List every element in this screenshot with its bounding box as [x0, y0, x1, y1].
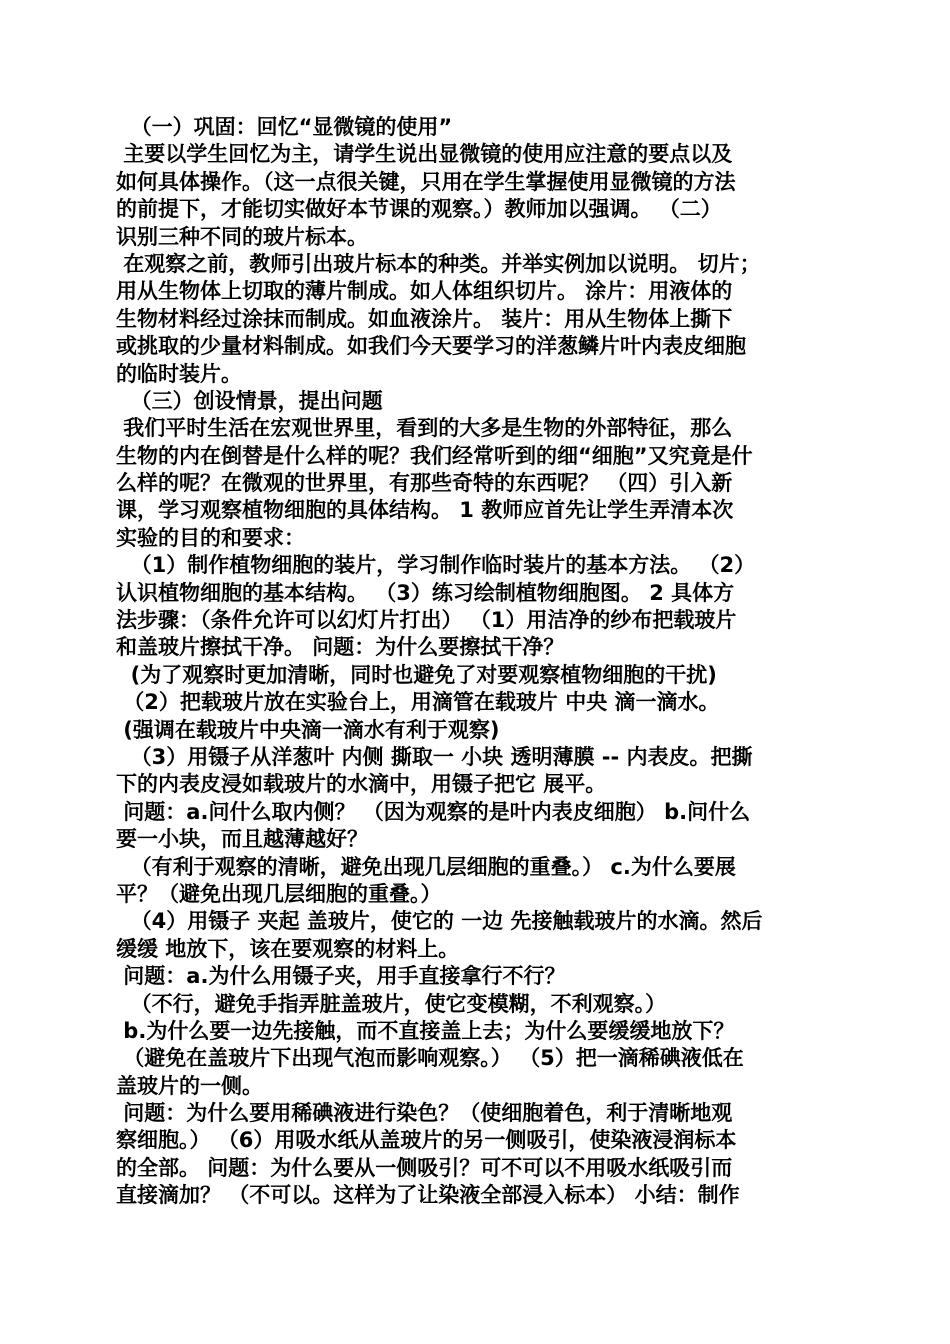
text-line: （三）创设情景，提出问题	[116, 388, 383, 413]
text-line: 课，学习观察植物细胞的具体结构。 1 教师应首先让学生弄清本次	[116, 498, 734, 523]
text-line: 的临时装片。	[116, 361, 242, 386]
text-line: 认识植物细胞的基本结构。 （3）练习绘制植物细胞图。 2 具体方	[116, 580, 735, 605]
text-line: 生物的内在倒替是什么样的呢？我们经常听到的细“细胞”又究竟是什	[116, 443, 753, 468]
text-line: 问题：a.问什么取内侧？ （因为观察的是叶内表皮细胞） b.问什么	[116, 799, 751, 824]
text-line: 盖玻片的一侧。	[116, 1073, 263, 1098]
text-line: 实验的目的和要求：	[116, 525, 305, 550]
text-line: （一）巩固：回忆“显微镜的使用”	[116, 115, 453, 139]
text-line: 我们平时生活在宏观世界里，看到的大多是生物的外部特征，那么	[116, 416, 733, 441]
text-line: 在观察之前，教师引出玻片标本的种类。并举实例加以说明。 切片；	[116, 251, 761, 276]
text-line: 平？（避免出现几层细胞的重叠。）	[116, 881, 442, 906]
text-line: 么样的呢？在微观的世界里，有那些奇特的东西呢？ （四）引入新	[116, 471, 733, 496]
text-line: （2）把载玻片放在实验台上，用滴管在载玻片 中央 滴一滴水。	[116, 690, 720, 715]
text-line: 法步骤：（条件允许可以幻灯片打出） （1）用洁净的纱布把载玻片	[116, 608, 737, 633]
text-line: 察细胞。） （6）用吸水纸从盖玻片的另一侧吸引，使染液浸润标本	[116, 1128, 737, 1153]
text-line: （1）制作植物细胞的装片，学习制作临时装片的基本方法。 （2）	[116, 553, 756, 578]
text-line: 要一小块，而且越薄越好？	[116, 827, 368, 852]
text-line: 和盖玻片擦拭干净。 问题：为什么要擦拭干净？	[116, 635, 565, 660]
text-line: （不行，避免手指弄脏盖玻片，使它变模糊，不利观察。）	[116, 991, 667, 1016]
text-line: 的前提下，才能切实做好本节课的观察。）教师加以强调。 （二）	[116, 197, 722, 222]
text-line: (为了观察时更加清晰，同时也避免了对要观察植物细胞的干扰)	[116, 662, 717, 687]
text-line: 如何具体操作。（这一点很关键，只用在学生掌握使用显微镜的方法	[116, 169, 736, 194]
text-line: 直接滴加？ （不可以。这样为了让染液全部浸入标本） 小结：制作	[116, 1183, 740, 1208]
text-line: 问题：为什么要用稀碘液进行染色？（使细胞着色，利于清晰地观	[116, 1101, 733, 1126]
text-line: 生物材料经过涂抹而制成。如血液涂片。 装片：用从生物体上撕下	[116, 306, 733, 331]
text-line: 或挑取的少量材料制成。如我们今天要学习的洋葱鳞片叶内表皮细胞	[116, 334, 746, 359]
text-line: 用从生物体上切取的薄片制成。如人体组织切片。 涂片：用液体的	[116, 279, 733, 304]
text-line: 下的内表皮浸如载玻片的水滴中，用镊子把它 展平。	[116, 772, 607, 797]
text-line: （避免在盖玻片下出现气泡而影响观察。） （5）把一滴稀碘液低在	[116, 1046, 744, 1071]
text-line: 问题：a.为什么用镊子夹，用手直接拿行不行？	[116, 964, 566, 989]
text-line: （4）用镊子 夹起 盖玻片，使它的 一边 先接触载玻片的水滴。然后	[116, 909, 763, 934]
text-line: (强调在载玻片中央滴一滴水有利于观察)	[116, 717, 500, 742]
document-body	[116, 114, 840, 1210]
text-line: 主要以学生回忆为主，请学生说出显微镜的使用应注意的要点以及	[116, 142, 733, 167]
text-line: 缓缓 地放下，该在要观察的材料上。	[116, 936, 460, 961]
text-line: b.为什么要一边先接触，而不直接盖上去；为什么要缓缓地放下？	[116, 1018, 735, 1043]
text-line: （3）用镊子从洋葱叶 内侧 撕取一 小块 透明薄膜 -- 内表皮。把撕	[116, 744, 753, 769]
text-line: 识别三种不同的玻片标本。	[116, 224, 368, 249]
text-line: 的全部。 问题：为什么要从一侧吸引？可不可以不用吸水纸吸引而	[116, 1155, 733, 1180]
text-line: （有利于观察的清晰，避免出现几层细胞的重叠。） c.为什么要展	[116, 854, 736, 879]
